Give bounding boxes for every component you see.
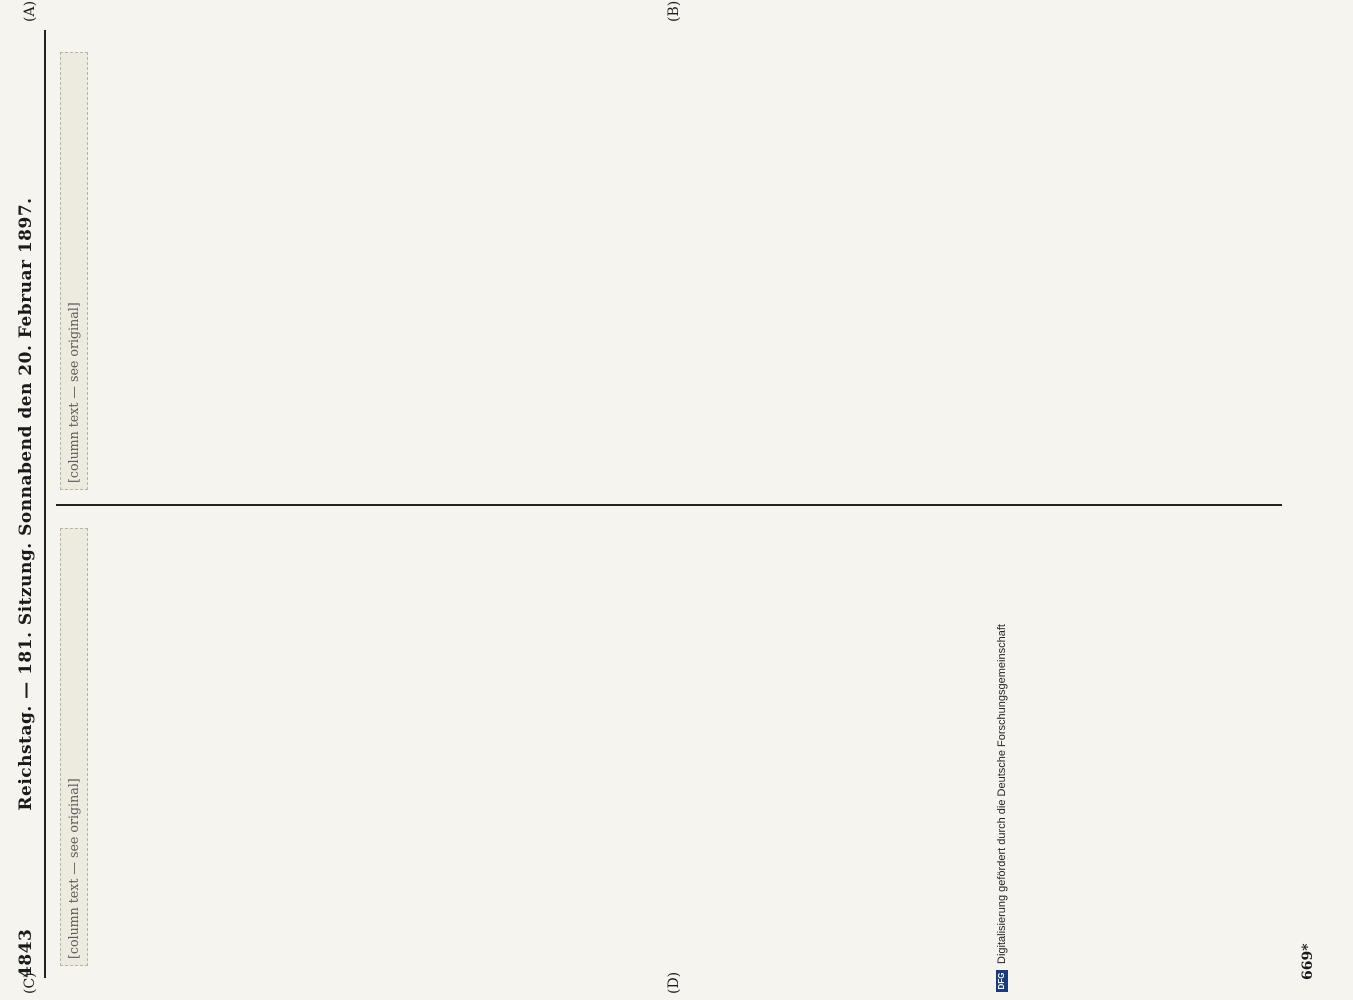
signature-mark: 669* [1300,943,1316,980]
dfg-logo: DFG [996,970,1008,992]
margin-mark-d: (D) [666,971,682,994]
page-header [14,30,40,978]
digitization-credit [994,12,1010,992]
page-number: 4843 [16,928,36,978]
paragraph: [column text — see original] [60,528,88,966]
margin-mark-b: (B) [666,0,682,22]
margin-mark-c: (C) [22,972,38,994]
margin-mark-a: (A) [22,0,38,22]
column-divider [56,504,1282,506]
running-head: Reichstag. — 181. Sitzung. Sonnabend den 20. Februar 1897. [16,197,36,811]
text-column-right [58,48,1280,494]
header-rule [44,30,46,978]
credit-text: Digitalisierung gefördert durch die Deutsche Forschungsgemeinschaft [996,624,1008,964]
text-column-left [58,524,1280,970]
paragraph: [column text — see original] [60,52,88,490]
